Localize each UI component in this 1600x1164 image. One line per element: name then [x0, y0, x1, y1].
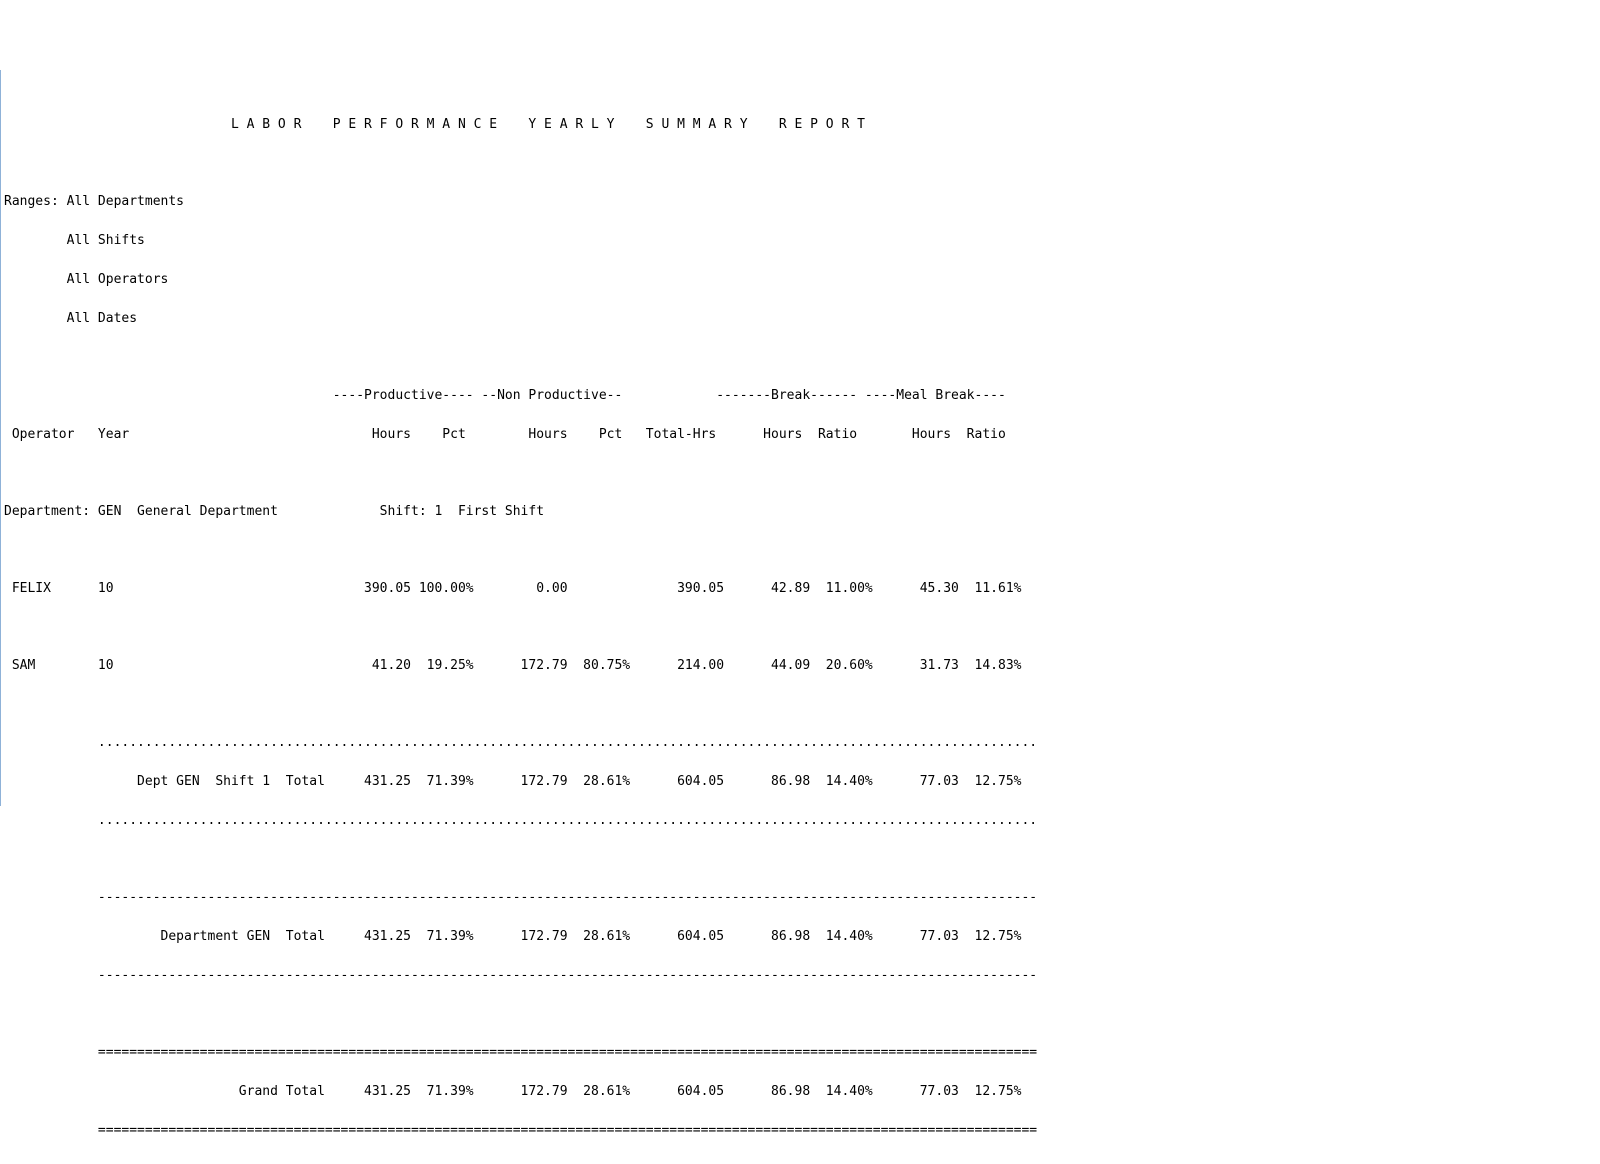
dash-rule-top: ------------------------------------------------------------------------------------------------------------------------: [4, 890, 1038, 905]
dash-rule-bottom: ------------------------------------------------------------------------------------------------------------------------: [4, 968, 1038, 983]
dotted-rule-bottom: ........................................................................................................................: [4, 813, 1038, 828]
department-total-row: Department GEN Total 431.25 71.39% 172.79 28.61% 604.05 86.98 14.40% 77.03 12.75%: [4, 929, 1022, 944]
ranges-operators: All Operators: [4, 272, 169, 287]
dotted-rule-top: ........................................................................................................................: [4, 735, 1038, 750]
grand-total-row: Grand Total 431.25 71.39% 172.79 28.61% 604.05 86.98 14.40% 77.03 12.75%: [4, 1084, 1022, 1099]
report-viewer[interactable]: [0, 70, 1600, 1138]
shift-total-row: Dept GEN Shift 1 Total 431.25 71.39% 172.79 28.61% 604.05 86.98 14.40% 77.03 12.75%: [4, 774, 1022, 789]
double-rule-bottom: ========================================================================================================================: [4, 1123, 1038, 1138]
table-row: FELIX 10 390.05 100.00% 0.00 390.05 42.89 11.00% 45.30 11.61%: [4, 581, 1022, 596]
report-text: [4, 92, 1037, 1163]
department-shift-line: Department: GEN General Department Shift: 1 First Shift: [4, 504, 545, 519]
ranges-dates: All Dates: [4, 311, 138, 326]
column-header: Operator Year Hours Pct Hours Pct Total-Hrs Hours Ratio Hours Ratio: [4, 427, 1006, 442]
double-rule-top: ========================================================================================================================: [4, 1045, 1038, 1060]
column-group-header: ----Productive---- --Non Productive-- -------Break------ ----Meal Break----: [4, 388, 1006, 403]
ranges-shifts: All Shifts: [4, 233, 145, 248]
table-row: SAM 10 41.20 19.25% 172.79 80.75% 214.00 44.09 20.60% 31.73 14.83%: [4, 658, 1022, 673]
report-title: L A B O R P E R F O R M A N C E Y E A R L Y S U M M A R Y R E P O R T: [4, 117, 865, 132]
ranges-departments: Ranges: All Departments: [4, 194, 185, 209]
